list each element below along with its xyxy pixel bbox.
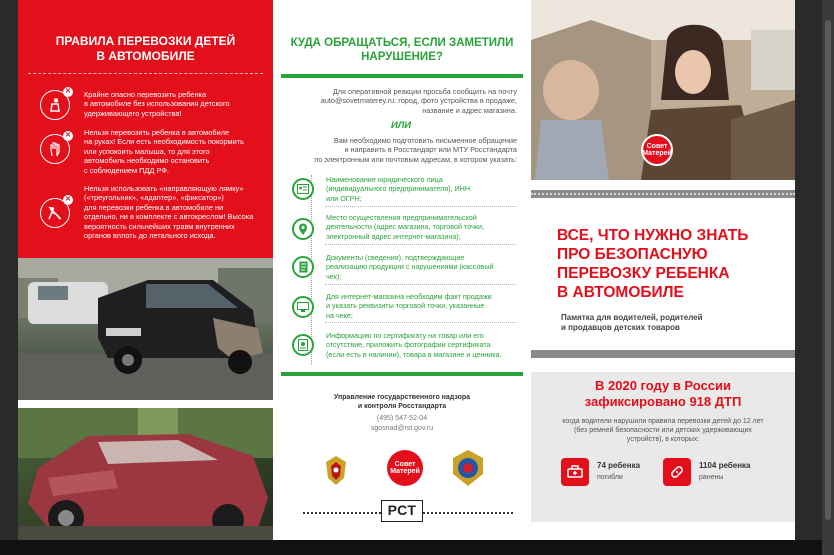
injured-label: ранены (699, 474, 724, 481)
sovet-materey-logo (387, 450, 423, 486)
requirement-line: Для интернет-магазина необходим факт продажи (326, 292, 492, 301)
appeal-line: Вам необходимо подготовить письменное обращение (333, 136, 517, 145)
sovet-logo-line2: Матерей (642, 150, 672, 157)
statistics-block (531, 372, 795, 522)
stop-hand-icon (40, 134, 70, 164)
sovet-logo-line2: Матерей (390, 468, 420, 475)
sovet-logo-line1: Совет (646, 143, 668, 150)
requirement-line: Наименование юридического лица (326, 175, 443, 184)
report-title-line1: КУДА ОБРАЩАТЬСЯ, ЕСЛИ ЗАМЕТИЛИ (290, 37, 514, 49)
panel-where-to-report (273, 0, 531, 540)
item-separator (325, 206, 517, 207)
requirement-item-1 (326, 175, 526, 203)
or-separator: ИЛИ (390, 120, 412, 131)
requirement-line: деятельности (адрес магазина, торговой точки, (326, 222, 484, 232)
report-intro (287, 87, 517, 115)
ambulance-icon (561, 458, 589, 486)
rules-title (28, 34, 263, 64)
injured-count: 1104 ребенка (699, 461, 751, 470)
requirement-item-3 (326, 253, 526, 281)
rule-3-line: для перевозки ребенка в автомобиле ни (84, 202, 224, 212)
scrollbar-thumb[interactable] (825, 20, 831, 520)
viewer-bottom-bar (0, 540, 834, 555)
requirement-line: отсутствие, приложить фотографии сертификата (326, 340, 491, 350)
department-line: и контроля Росстандарта (357, 403, 447, 410)
crossed-seatbelt-icon (40, 198, 70, 228)
rule-3-line: вероятность сильнейших травм внутренних (84, 221, 235, 231)
crashed-car-photo (18, 258, 273, 400)
requirement-line: (если есть в наличии), товара в магазине и ценника. (326, 349, 502, 359)
headline-line: ВСЕ, ЧТО НУЖНО ЗНАТЬ (557, 227, 749, 244)
requirement-line: (индивидуального предпринимателя), ИНН (326, 184, 471, 194)
subtitle-line: Памятка для водителей, родителей (561, 313, 703, 322)
department-line: Управление государственного надзора (333, 394, 471, 401)
grey-band (531, 350, 795, 358)
intro-line: Для оперативной реакции просьба сообщить на почту (332, 87, 517, 96)
mother-and-child-in-car-photo (531, 0, 795, 180)
requirement-line: на чеке; (326, 310, 353, 320)
item-separator (325, 244, 517, 245)
headline-line: В АВТОМОБИЛЕ (557, 284, 684, 301)
rule-3-line: Нельзя использовать «направляющую лямку» (84, 184, 244, 193)
requirement-line: или ОГРН; (326, 193, 362, 203)
report-title (285, 36, 519, 64)
rule-1-line: Крайне опасно перевозить ребенка (84, 90, 207, 99)
item-separator (325, 322, 517, 323)
rule-3-line: («треугольник», «адаптер», «фиксатор») (84, 193, 224, 203)
rule-1-line: в автомобиле без использования детского (84, 99, 230, 109)
rule-2-line: на руках! Если есть необходимость покормить (84, 137, 244, 147)
rule-2-line: с соблюдением ПДД РФ. (84, 165, 170, 175)
requirement-item-4 (326, 292, 526, 320)
statistics-description (541, 418, 785, 444)
sovet-materey-logo (641, 134, 673, 166)
panel-cover (531, 0, 795, 540)
computer-icon (292, 296, 314, 318)
report-title-line2: НАРУШЕНИЕ? (361, 51, 443, 63)
rules-title-line2: В АВТОМОБИЛЕ (96, 49, 195, 63)
item-separator (325, 284, 517, 285)
rule-2-line: или успокоить малыша, то для этого (84, 146, 210, 156)
requirement-item-2 (326, 213, 526, 241)
killed-label: погибли (597, 474, 623, 481)
rule-1-line: удерживающего устройства! (84, 108, 182, 118)
appeal-line: и направить в Росстандарт или МТУ Росстандарта (344, 145, 517, 155)
rule-3-line: отдельно, ни в комплекте с автокреслом! Высока (84, 212, 254, 222)
statistics-title-line1: В 2020 году в России (595, 378, 731, 393)
warning-badge-icon: ✕ (63, 87, 73, 97)
wrecked-red-car-photo (18, 408, 273, 540)
warning-badge-icon: ✕ (63, 131, 73, 141)
headline-line: ПРО БЕЗОПАСНУЮ (557, 246, 708, 263)
warning-badge-icon: ✕ (63, 195, 73, 205)
rule-3-line: органов вплоть до летального исхода. (84, 231, 216, 241)
dashed-divider (28, 73, 263, 74)
statistics-desc-line: когда водители нарушили правила перевозки детей до 12 лет (562, 418, 764, 425)
document-icon (292, 256, 314, 278)
rule-2-line: Нельзя перевозить ребенка в автомобиле (84, 128, 230, 137)
requirement-line: чек); (326, 271, 342, 281)
requirement-line: и указать реквизиты торговой точки, указанные (326, 301, 485, 311)
rule-1-text (84, 90, 264, 118)
panel-rules (18, 0, 273, 540)
rules-red-block (18, 0, 273, 258)
rule-3-text (84, 184, 269, 240)
statistics-desc-line: устройств), в которых: (626, 435, 700, 443)
rule-2-text (84, 128, 264, 175)
statistics-title (541, 378, 785, 410)
rule-2-line: автомобиль необходимо остановить (84, 156, 210, 166)
intro-line: название и адрес магазина. (422, 105, 517, 115)
sovet-logo-line1: Совет (394, 461, 416, 468)
requirement-line: реализацию продукции с нарушениями (кассовый (326, 262, 494, 272)
bandage-icon (663, 458, 691, 486)
rules-title-line1: ПРАВИЛА ПЕРЕВОЗКИ ДЕТЕЙ (55, 34, 236, 48)
requirement-line: Документы (сведения), подтверждающие (326, 253, 465, 262)
child-seat-icon (40, 90, 70, 120)
requirement-line: электронный адрес интернет-магазина); (326, 231, 461, 241)
partner-logos (273, 448, 531, 492)
killed-count: 74 ребенка (597, 461, 641, 470)
requirement-line: Место осуществления предпринимательской (326, 213, 477, 222)
appeal-line: по электронным или почтовым адресам, в котором указать: (314, 154, 517, 164)
green-divider (281, 372, 523, 376)
map-pin-icon (292, 218, 314, 240)
report-appeal (287, 136, 517, 164)
requirement-item-5 (326, 331, 526, 359)
id-card-icon (292, 178, 314, 200)
contact-email: sgosnad@rst.gov.ru (370, 425, 434, 432)
headline-line: ПЕРЕВОЗКУ РЕБЕНКА (557, 265, 730, 282)
traffic-police-emblem-icon (449, 448, 487, 488)
rosstandart-department (293, 393, 511, 411)
statistics-desc-line: (без ремней безопасности или детских удерживающих (574, 426, 752, 434)
rst-logo: РСТ (381, 500, 423, 522)
dotted-band (531, 193, 795, 195)
contact-phone: (495) 547-52-04 (376, 415, 428, 422)
intro-email-line: auto@sovetmaterey.ru: город, фото устройства в продаже, (320, 96, 517, 106)
coat-of-arms-icon (320, 452, 352, 488)
subtitle-line: и продавцов детских товаров (561, 323, 680, 332)
statistics-title-line2: зафиксировано 918 ДТП (584, 394, 742, 409)
cover-headline (557, 226, 787, 302)
requirement-line: Информацию по сертификату на товар или его (326, 331, 484, 340)
certificate-icon (292, 334, 314, 356)
vertical-scrollbar[interactable] (822, 0, 834, 555)
cover-subtitle (561, 313, 781, 333)
green-divider (281, 74, 523, 78)
